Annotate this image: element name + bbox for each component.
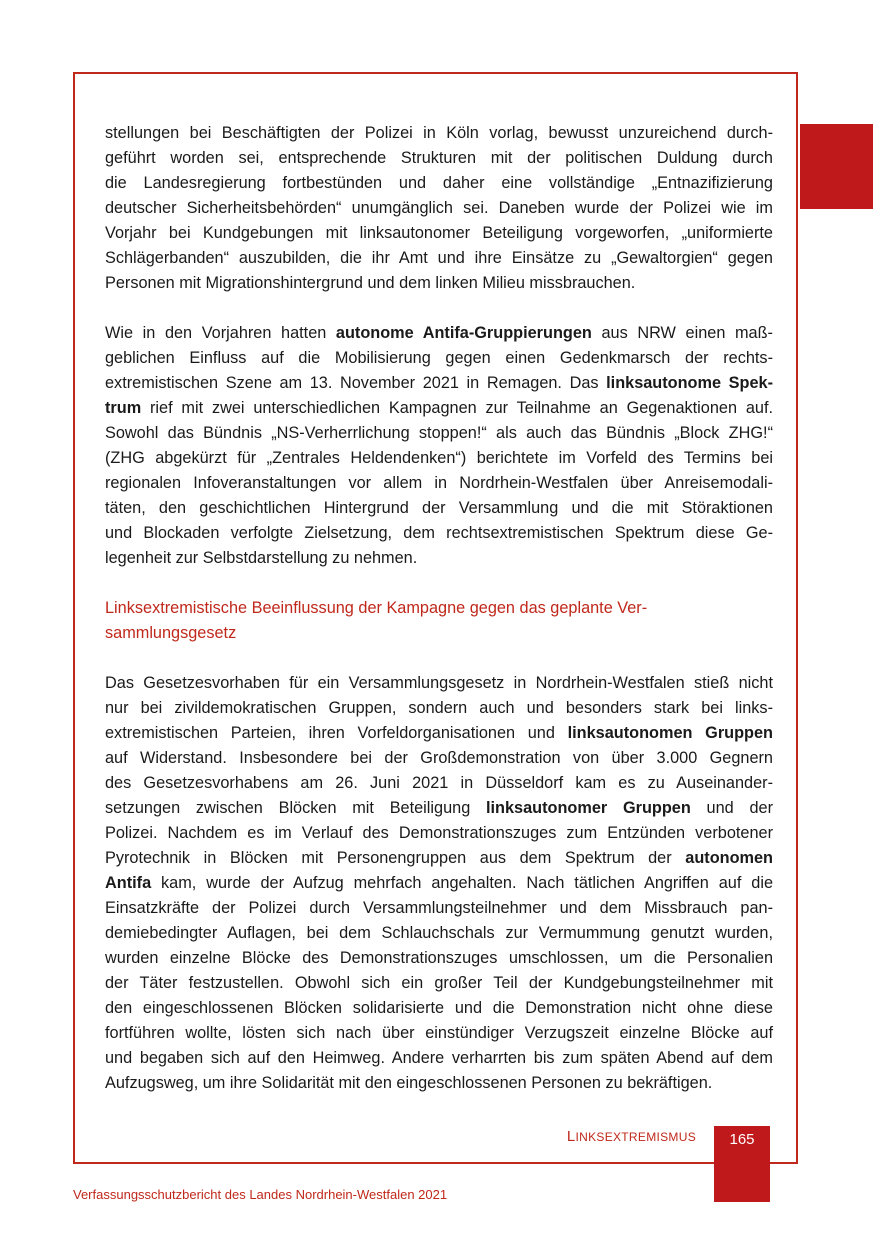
bold-term: autonome Antifa-Gruppierungen: [335, 324, 592, 342]
text-line: [105, 696, 773, 721]
paragraph: [105, 121, 773, 296]
text-run: Linksextremistische Beeinflussung der Kampagne gegen das geplante Ver-: [105, 599, 648, 617]
text-line: [105, 771, 773, 796]
document-title: Verfassungsschutzbericht des Landes Nordrhein-Westfalen 2021: [73, 1187, 448, 1202]
text-run: die Landesregierung fortbestünden und daher eine vollständige „Entnazifizierung: [105, 174, 773, 192]
bold-term: linksautonomen Gruppen: [567, 724, 773, 742]
body-text: [105, 121, 773, 1121]
text-line: [105, 421, 773, 446]
text-line: [105, 146, 773, 171]
text-line: [105, 971, 773, 996]
text-run: wurden einzelne Blöcke des Demonstrationszuges umschlossen, um die Personalien: [105, 949, 773, 967]
text-line: [105, 271, 773, 296]
text-run: kam, wurde der Aufzug mehrfach angehalten. Nach tätlichen Angriffen auf die: [151, 874, 773, 892]
text-run: Aufzugsweg, um ihre Solidarität mit den eingeschlossenen Personen zu bekräftigen.: [105, 1074, 713, 1092]
text-run: und begaben sich auf den Heimweg. Andere verharrten bis zum späten Abend auf dem: [105, 1049, 773, 1067]
text-run: Polizei. Nachdem es im Verlauf des Demonstrationszuges zum Entzünden verbotener: [105, 824, 773, 842]
page-number-box: [714, 1126, 770, 1202]
text-line: [105, 396, 773, 421]
text-line: [105, 171, 773, 196]
text-run: rief mit zwei unterschiedlichen Kampagnen zur Teilnahme an Gegenaktionen auf.: [141, 399, 773, 417]
text-run: regionalen Infoveranstaltungen vor allem in Nordrhein-Westfalen über Anreisemodali-: [105, 474, 773, 492]
bold-term: linksautonomer Gruppen: [486, 799, 691, 817]
text-run: Wie in den Vorjahren hatten: [105, 324, 336, 342]
text-run: und der: [690, 799, 773, 817]
text-line: [105, 246, 773, 271]
bold-term: Antifa: [105, 874, 152, 892]
text-line: [105, 821, 773, 846]
text-line: [105, 221, 773, 246]
text-line: [105, 946, 773, 971]
text-line: [105, 1046, 773, 1071]
text-run: Sowohl das Bündnis „NS-Verherrlichung stoppen!“ als auch das Bündnis „Block ZHG!“: [105, 424, 773, 442]
text-line: [105, 1071, 773, 1096]
paragraph: [105, 321, 773, 571]
text-run: sammlungsgesetz: [105, 624, 237, 642]
bold-term: trum: [105, 399, 142, 417]
text-line: [105, 996, 773, 1021]
text-run: legenheit zur Selbstdarstellung zu nehmen.: [105, 549, 418, 567]
text-line: [105, 846, 773, 871]
text-line: [105, 121, 773, 146]
text-run: täten, den geschichtlichen Hintergrund der Versammlung und die mit Störaktionen: [105, 499, 773, 517]
text-line: [105, 621, 773, 646]
text-run: des Gesetzesvorhabens am 26. Juni 2021 in Düsseldorf kam es zu Auseinander-: [105, 774, 773, 792]
text-run: setzungen zwischen Blöcken mit Beteiligung: [105, 799, 486, 817]
text-run: nur bei zivildemokratischen Gruppen, sondern auch und besonders stark bei links-: [105, 699, 773, 717]
section-label: LINKSEXTREMISMUS: [566, 1128, 696, 1145]
text-run: Pyrotechnik in Blöcken mit Personengruppen aus dem Spektrum der: [105, 849, 686, 867]
bold-term: autonomen: [685, 849, 773, 867]
text-run: fortführen wollte, lösten sich nach über einstündiger Verzugszeit einzelne Blöcke auf: [105, 1024, 773, 1042]
text-run: Personen mit Migrationshintergrund und dem linken Milieu missbrauchen.: [105, 274, 636, 292]
text-line: [105, 921, 773, 946]
text-run: Schlägerbanden“ auszubilden, die ihr Amt und ihre Einsätze zu „Gewaltorgien“ gegen: [105, 249, 773, 267]
text-line: [105, 796, 773, 821]
text-run: der Täter festzustellen. Obwohl sich ein großer Teil der Kundgebungsteilnehmer mit: [105, 974, 773, 992]
text-run: (ZHG abgekürzt für „Zentrales Heldendenken“) berichtete im Vorfeld des Termins bei: [105, 449, 773, 467]
text-line: [105, 371, 773, 396]
chapter-side-tab: [800, 124, 873, 209]
text-line: [105, 1021, 773, 1046]
text-run: stellungen bei Beschäftigten der Polizei in Köln vorlag, bewusst unzureichend durch-: [105, 124, 773, 142]
text-run: extremistischen Szene am 13. November 2021 in Remagen. Das: [105, 374, 607, 392]
text-line: [105, 721, 773, 746]
text-run: aus NRW einen maß-: [591, 324, 773, 342]
text-line: [105, 321, 773, 346]
text-run: deutscher Sicherheitsbehörden“ unumgänglich sei. Daneben wurde der Polizei wie im: [105, 199, 773, 217]
paragraph: [105, 671, 773, 1096]
bold-term: linksautonome Spek-: [606, 374, 773, 392]
text-run: und Blockaden verfolgte Zielsetzung, dem rechtsextremistischen Spektrum diese Ge-: [105, 524, 773, 542]
text-run: Einsatzkräfte der Polizei durch Versammlungsteilnehmer und dem Missbrauch pan-: [105, 899, 773, 917]
text-line: [105, 746, 773, 771]
page-number: 165: [729, 1131, 755, 1148]
text-run: Das Gesetzesvorhaben für ein Versammlungsgesetz in Nordrhein-Westfalen stieß nicht: [105, 674, 773, 692]
section-heading: [105, 596, 773, 646]
text-line: [105, 871, 773, 896]
text-line: [105, 896, 773, 921]
text-line: [105, 196, 773, 221]
text-run: geblichen Einfluss auf die Mobilisierung gegen einen Gedenkmarsch der rechts-: [105, 349, 773, 367]
text-run: demiebedingter Auflagen, bei dem Schlauchschals zur Vermummung genutzt wurden,: [105, 924, 773, 942]
text-line: [105, 471, 773, 496]
text-line: [105, 346, 773, 371]
text-run: auf Widerstand. Insbesondere bei der Großdemonstration von über 3.000 Gegnern: [105, 749, 773, 767]
text-line: [105, 521, 773, 546]
text-run: extremistischen Parteien, ihren Vorfeldorganisationen und: [105, 724, 568, 742]
text-run: Vorjahr bei Kundgebungen mit linksautonomer Beteiligung vorgeworfen, „uniformierte: [105, 224, 773, 242]
text-run: den eingeschlossenen Blöcken solidarisierte und die Demonstration nicht ohne diese: [105, 999, 773, 1017]
text-line: [105, 596, 773, 621]
text-line: [105, 671, 773, 696]
text-line: [105, 546, 773, 571]
text-run: geführt worden sei, entsprechende Strukturen mit der politischen Duldung durch: [105, 149, 773, 167]
text-line: [105, 446, 773, 471]
text-line: [105, 496, 773, 521]
